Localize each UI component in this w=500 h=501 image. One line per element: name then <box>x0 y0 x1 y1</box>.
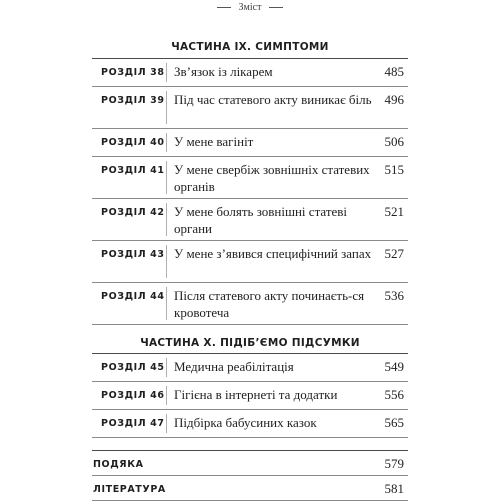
toc-part-9 <box>92 58 408 325</box>
toc-row-44[interactable] <box>92 283 408 325</box>
page-number: 515 <box>384 162 404 177</box>
chapter-title: У мене свербіж зовнішніх статевих органів <box>174 162 370 194</box>
toc-row-42[interactable] <box>92 199 408 241</box>
chapter-title: У мене з’явився специфічний запах <box>174 246 372 261</box>
column-divider <box>166 287 167 320</box>
chapter-title: Зв’язок із лікарем <box>174 64 273 79</box>
page-number: 581 <box>384 481 404 496</box>
chapter-title: Підбірка бабусиних казок <box>174 415 317 430</box>
chapter-title: Під час статевого акту виникає біль <box>174 92 372 107</box>
part-title-10: ЧАСТИНА X. ПІДІБ’ЄМО ПІДСУМКИ <box>140 337 360 349</box>
header-title: Зміст <box>238 1 262 13</box>
column-divider <box>166 63 167 82</box>
chapter-title: Гігієна в інтернеті та додатки <box>174 387 338 402</box>
chapter-label: РОЗДІЛ 43 <box>101 249 165 260</box>
chapter-title: Після статевого акту починаєть-ся кровотеча <box>174 288 365 320</box>
toc-row-46[interactable] <box>92 382 408 410</box>
toc-row-literature[interactable] <box>92 476 408 501</box>
page-number: 536 <box>384 288 404 303</box>
toc-row-40[interactable] <box>92 129 408 157</box>
section-label: ПОДЯКА <box>93 459 144 470</box>
toc-row-38[interactable] <box>92 58 408 87</box>
column-divider <box>166 91 167 124</box>
chapter-title: У мене вагініт <box>174 134 254 149</box>
page-number: 506 <box>384 134 404 149</box>
chapter-label: РОЗДІЛ 40 <box>101 137 165 148</box>
toc-row-39[interactable] <box>92 87 408 129</box>
toc-row-acknowledgements[interactable] <box>92 450 408 476</box>
column-divider <box>166 386 167 405</box>
page-number: 485 <box>384 64 404 79</box>
header-dash-right <box>269 7 283 8</box>
toc-part-10 <box>92 353 408 438</box>
header-dash-left <box>217 7 231 8</box>
chapter-label: РОЗДІЛ 42 <box>101 207 165 218</box>
column-divider <box>166 414 167 433</box>
toc-row-41[interactable] <box>92 157 408 199</box>
page-number: 496 <box>384 92 404 107</box>
page-number: 556 <box>384 387 404 402</box>
column-divider <box>166 358 167 377</box>
part-title-9: ЧАСТИНА IX. СИМПТОМИ <box>171 41 329 53</box>
column-divider <box>166 245 167 278</box>
chapter-label: РОЗДІЛ 45 <box>101 362 165 373</box>
section-label: ЛІТЕРАТУРА <box>93 484 166 495</box>
column-divider <box>166 133 167 152</box>
chapter-label: РОЗДІЛ 41 <box>101 165 165 176</box>
chapter-label: РОЗДІЛ 47 <box>101 418 165 429</box>
chapter-label: РОЗДІЛ 46 <box>101 390 165 401</box>
chapter-title: У мене болять зовнішні статеві органи <box>174 204 348 236</box>
page-number: 521 <box>384 204 404 219</box>
chapter-label: РОЗДІЛ 38 <box>101 67 165 78</box>
chapter-label: РОЗДІЛ 44 <box>101 291 165 302</box>
running-header <box>0 0 500 14</box>
toc-row-45[interactable] <box>92 353 408 382</box>
chapter-title: Медична реабілітація <box>174 359 294 374</box>
page-number: 527 <box>384 246 404 261</box>
page-number: 579 <box>384 456 404 471</box>
page-number: 549 <box>384 359 404 374</box>
column-divider <box>166 161 167 194</box>
chapter-label: РОЗДІЛ 39 <box>101 95 165 106</box>
toc-extras <box>92 450 408 501</box>
page-number: 565 <box>384 415 404 430</box>
toc-row-47[interactable] <box>92 410 408 438</box>
toc-row-43[interactable] <box>92 241 408 283</box>
column-divider <box>166 203 167 236</box>
